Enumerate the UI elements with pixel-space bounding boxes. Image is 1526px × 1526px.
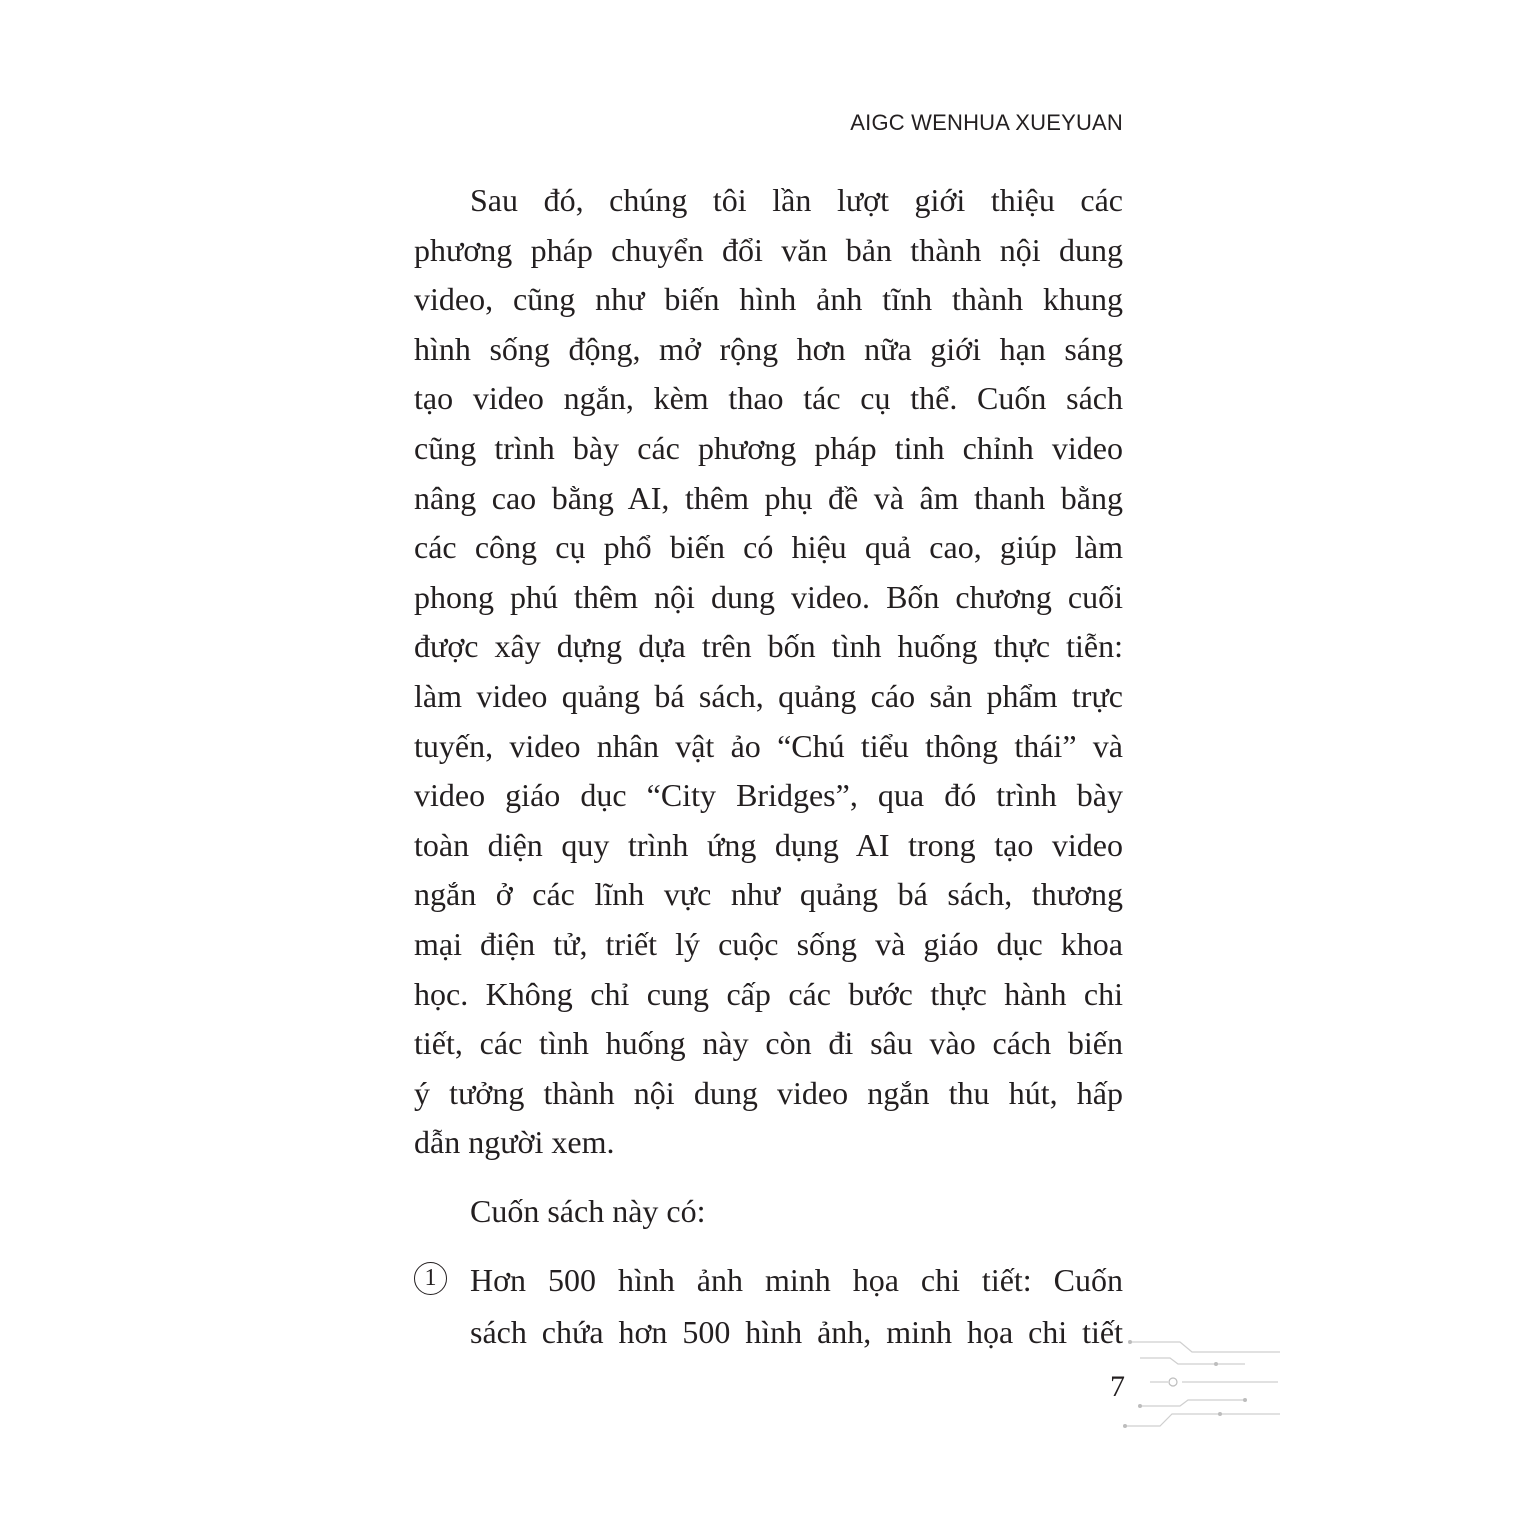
paragraph-line: tuyến, video nhân vật ảo “Chú tiểu thông thái” và	[414, 727, 1123, 764]
paragraph-line: tiết, các tình huống này còn đi sâu vào cách biến	[414, 1025, 1123, 1062]
paragraph-line: nâng cao bằng AI, thêm phụ đề và âm thanh bằng	[414, 479, 1123, 516]
paragraph-line: video giáo dục “City Bridges”, qua đó trình bày	[414, 777, 1123, 814]
paragraph-line: toàn diện quy trình ứng dụng AI trong tạo video	[414, 826, 1123, 863]
paragraph-line: các công cụ phổ biến có hiệu quả cao, giúp làm	[414, 529, 1123, 566]
running-header: AIGC WENHUA XUEYUAN	[850, 110, 1123, 135]
paragraph-line: dẫn người xem.	[414, 1124, 615, 1161]
paragraph-line: hình sống động, mở rộng hơn nữa giới hạn sáng	[414, 330, 1123, 367]
paragraph-line: phương pháp chuyển đổi văn bản thành nội dung	[414, 231, 1123, 268]
paragraph-line: Sau đó, chúng tôi lần lượt giới thiệu các	[470, 182, 1123, 218]
paragraph-line: học. Không chỉ cung cấp các bước thực hành chi	[414, 975, 1123, 1012]
paragraph-line: làm video quảng bá sách, quảng cáo sản phẩm trực	[414, 677, 1123, 714]
list-item	[414, 1254, 1123, 1358]
body-paragraph	[414, 176, 1123, 1168]
page-number: 7	[1110, 1370, 1125, 1403]
paragraph-line: mại điện tử, triết lý cuộc sống và giáo dục khoa	[414, 925, 1123, 962]
list-intro: Cuốn sách này có:	[470, 1193, 706, 1229]
paragraph-line: cũng trình bày các phương pháp tinh chỉnh video	[414, 429, 1123, 466]
paragraph-line: video, cũng như biến hình ảnh tĩnh thành khung	[414, 281, 1123, 318]
list-item-line: sách chứa hơn 500 hình ảnh, minh họa chi tiết	[470, 1314, 1123, 1350]
list-item-text	[470, 1254, 1123, 1358]
paragraph-line: tạo video ngắn, kèm thao tác cụ thể. Cuốn sách	[414, 380, 1123, 417]
paragraph-line: phong phú thêm nội dung video. Bốn chương cuối	[414, 578, 1123, 615]
paragraph-line: ý tưởng thành nội dung video ngắn thu hút, hấp	[414, 1074, 1123, 1111]
paragraph-line: ngắn ở các lĩnh vực như quảng bá sách, thương	[414, 876, 1123, 913]
paragraph-line: được xây dựng dựa trên bốn tình huống thực tiễn:	[414, 628, 1123, 665]
circled-number-marker: 1	[414, 1262, 447, 1295]
circuit-decoration-icon	[1120, 1330, 1290, 1440]
list-item-line: Hơn 500 hình ảnh minh họa chi tiết: Cuốn	[470, 1262, 1123, 1298]
